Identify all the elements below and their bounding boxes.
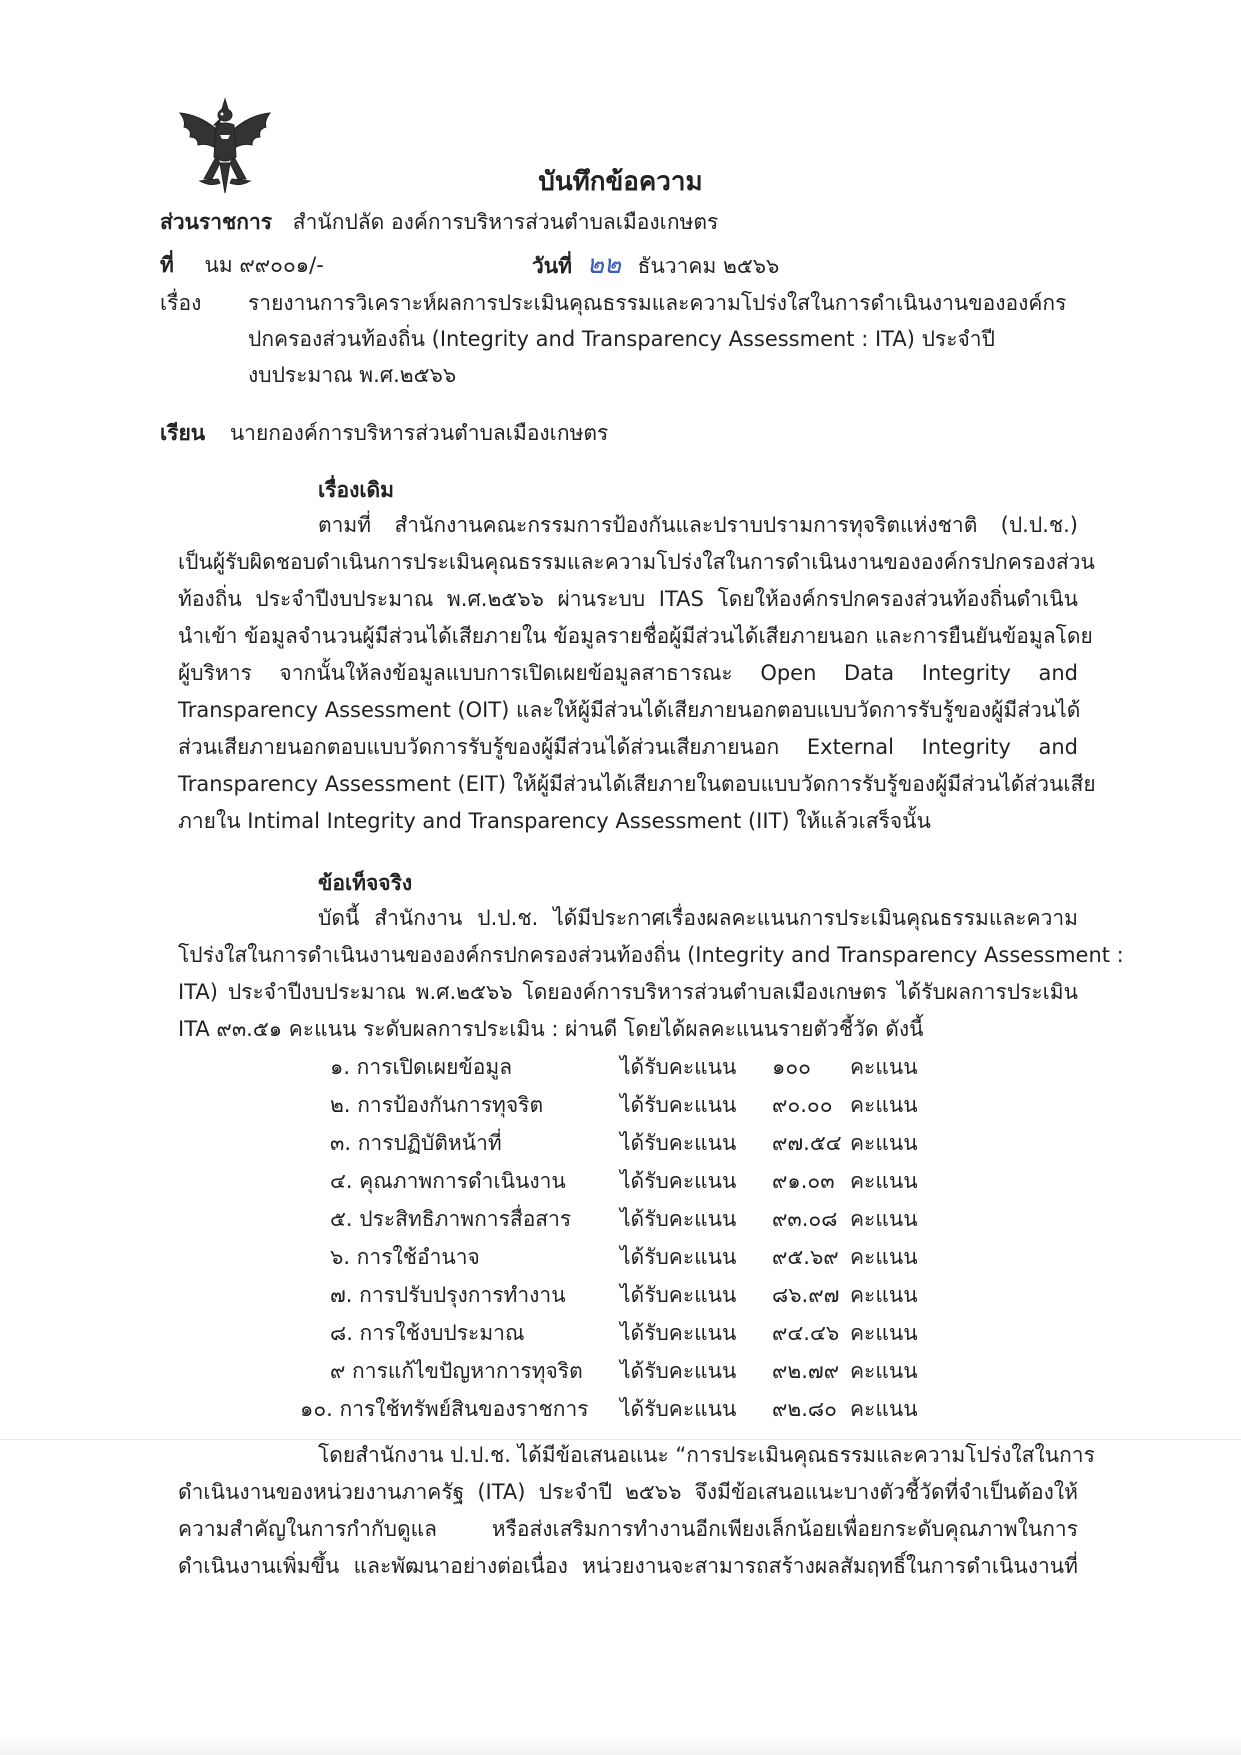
facts-line: โปร่งใสในการดำเนินงานขององค์กรปกครองส่วนท้องถิ่น (Integrity and Transparency Assessment : (178, 943, 1124, 967)
score-received: ได้รับคะแนน (620, 1169, 737, 1193)
score-item: ๗. การปรับปรุงการทำงาน (330, 1283, 566, 1307)
score-value: ๙๒.๗๙ (772, 1359, 840, 1383)
reference-label: ที่ (160, 253, 174, 277)
memo-title: บันทึกข้อความ (538, 167, 703, 197)
score-item: ๒. การป้องกันการทุจริต (330, 1093, 544, 1117)
score-value: ๙๗.๕๔ (772, 1131, 842, 1155)
recipient-row (160, 418, 608, 448)
background-line: ส่วนเสียภายนอกตอบแบบวัดการรับรู้ของผู้มีส่วนได้ส่วนเสียภายนอก External Integrity and (178, 735, 1078, 759)
score-item: ๓. การปฏิบัติหน้าที่ (330, 1131, 502, 1155)
score-received: ได้รับคะแนน (620, 1055, 737, 1079)
score-value: ๙๐.๐๐ (772, 1093, 833, 1117)
score-value: ๙๔.๔๖ (772, 1321, 840, 1345)
score-value: ๙๒.๘๐ (772, 1397, 837, 1421)
score-item: ๘. การใช้งบประมาณ (330, 1321, 525, 1345)
score-item: ๔. คุณภาพการดำเนินงาน (330, 1169, 566, 1193)
agency-row (160, 207, 718, 237)
score-row (0, 1204, 1241, 1234)
score-value: ๙๑.๐๓ (772, 1169, 835, 1193)
score-received: ได้รับคะแนน (620, 1397, 737, 1421)
score-value: ๙๕.๖๙ (772, 1245, 839, 1269)
score-unit: คะแนน (850, 1169, 918, 1193)
background-line: ท้องถิ่น ประจำปีงบประมาณ พ.ศ.๒๕๖๖ ผ่านระบบ ITAS โดยให้องค์กรปกครองส่วนท้องถิ่นดำเนิน (178, 587, 1078, 611)
score-row (0, 1128, 1241, 1158)
background-line: ตามที่ สำนักงานคณะกรรมการป้องกันและปราบปรามการทุจริตแห่งชาติ (ป.ป.ช.) (318, 513, 1078, 537)
score-received: ได้รับคะแนน (620, 1359, 737, 1383)
subject-line: รายงานการวิเคราะห์ผลการประเมินคุณธรรมและความโปร่งใสในการดำเนินงานขององค์กร (248, 291, 1067, 315)
facts-line: ITA ๙๓.๕๑ คะแนน ระดับผลการประเมิน : ผ่านดี โดยได้ผลคะแนนรายตัวชี้วัด ดังนี้ (178, 1017, 924, 1041)
reference-value: นม ๙๙๐๐๑/- (204, 253, 324, 277)
score-unit: คะแนน (850, 1397, 918, 1421)
score-received: ได้รับคะแนน (620, 1093, 737, 1117)
recommend-line: ดำเนินงานของหน่วยงานภาครัฐ (ITA) ประจำปี ๒๕๖๖ จึงมีข้อเสนอแนะบางตัวชี้วัดที่จำเป็นต้องให้ (178, 1480, 1078, 1504)
background-line: ผู้บริหาร จากนั้นให้ลงข้อมูลแบบการเปิดเผยข้อมูลสาธารณะ Open Data Integrity and (178, 661, 1078, 685)
score-unit: คะแนน (850, 1093, 918, 1117)
score-row (0, 1166, 1241, 1196)
score-unit: คะแนน (850, 1321, 918, 1345)
score-item: ๕. ประสิทธิภาพการสื่อสาร (330, 1207, 572, 1231)
score-row (0, 1052, 1241, 1082)
score-unit: คะแนน (850, 1131, 918, 1155)
score-unit: คะแนน (850, 1283, 918, 1307)
score-item: ๙ การแก้ไขปัญหาการทุจริต (330, 1359, 583, 1383)
date-row (532, 250, 779, 281)
score-row (0, 1242, 1241, 1272)
facts-line: ITA) ประจำปีงบประมาณ พ.ศ.๒๕๖๖ โดยองค์การบริหารส่วนตำบลเมืองเกษตร ได้รับผลการประเมิน (178, 980, 1078, 1004)
recipient-value: นายกองค์การบริหารส่วนตำบลเมืองเกษตร (229, 421, 609, 445)
score-item: ๑๐. การใช้ทรัพย์สินของราชการ (300, 1397, 589, 1421)
background-line: Transparency Assessment (EIT) ให้ผู้มีส่วนได้เสียภายในตอบแบบวัดการรับรู้ของผู้มีส่วนได้ส่วนเสีย (178, 772, 1096, 796)
background-line: นำเข้า ข้อมูลจำนวนผู้มีส่วนได้เสียภายใน ข้อมูลรายชื่อผู้มีส่วนได้เสียภายนอก และการยืนยันข้อมูลโดย (178, 624, 1093, 648)
subject-line: ปกครองส่วนท้องถิ่น (Integrity and Transparency Assessment : ITA) ประจำปี (248, 327, 995, 351)
background-line: ภายใน Intimal Integrity and Transparency Assessment (IIT) ให้แล้วเสร็จนั้น (178, 809, 931, 833)
reference-row (160, 250, 324, 280)
score-item: ๑. การเปิดเผยข้อมูล (330, 1055, 513, 1079)
background-line: Transparency Assessment (OIT) และให้ผู้มีส่วนได้เสียภายนอกตอบแบบวัดการรับรู้ของผู้มีส่วนได้ (178, 698, 1081, 722)
background-line: เป็นผู้รับผิดชอบดำเนินการประเมินคุณธรรมและความโปร่งใสในการดำเนินงานขององค์กรปกครองส่วน (178, 550, 1095, 574)
recommend-line: ความสำคัญในการกำกับดูแล หรือส่งเสริมการทำงานอีกเพียงเล็กน้อยเพื่อยกระดับคุณภาพในการ (178, 1517, 1078, 1541)
background-heading: เรื่องเดิม (318, 478, 394, 502)
subject-line: งบประมาณ พ.ศ.๒๕๖๖ (248, 363, 457, 387)
recommend-line: โดยสำนักงาน ป.ป.ช. ได้มีข้อเสนอแนะ “การประเมินคุณธรรมและความโปร่งใสในการ (318, 1443, 1095, 1467)
recommend-line: ดำเนินงานเพิ่มขึ้น และพัฒนาอย่างต่อเนื่อง หน่วยงานจะสามารถสร้างผลสัมฤทธิ์ในการดำเนินงานที่ (178, 1554, 1078, 1578)
score-received: ได้รับคะแนน (620, 1207, 737, 1231)
recipient-label: เรียน (160, 421, 206, 445)
score-value: ๑๐๐ (772, 1055, 811, 1079)
score-row (0, 1356, 1241, 1386)
score-value: ๙๓.๐๘ (772, 1207, 838, 1231)
score-value: ๘๖.๙๗ (772, 1283, 840, 1307)
score-unit: คะแนน (850, 1207, 918, 1231)
scan-bottom-edge (0, 1735, 1241, 1755)
facts-heading: ข้อเท็จจริง (318, 871, 413, 895)
score-row (0, 1280, 1241, 1310)
date-day-handwritten: ๒๒ (586, 250, 621, 280)
score-unit: คะแนน (850, 1245, 918, 1269)
score-received: ได้รับคะแนน (620, 1245, 737, 1269)
score-unit: คะแนน (850, 1359, 918, 1383)
date-label: วันที่ (532, 254, 572, 278)
score-received: ได้รับคะแนน (620, 1321, 737, 1345)
score-row (0, 1394, 1241, 1424)
score-received: ได้รับคะแนน (620, 1283, 737, 1307)
score-received: ได้รับคะแนน (620, 1131, 737, 1155)
date-month-year: ธันวาคม ๒๕๖๖ (637, 254, 780, 278)
agency-value: สำนักปลัด องค์การบริหารส่วนตำบลเมืองเกษตร (292, 210, 719, 234)
subject-label: เรื่อง (160, 291, 202, 315)
score-unit: คะแนน (850, 1055, 918, 1079)
score-item: ๖. การใช้อำนาจ (330, 1245, 480, 1269)
agency-label: ส่วนราชการ (160, 210, 273, 234)
facts-line: บัดนี้ สำนักงาน ป.ป.ช. ได้มีประกาศเรื่องผลคะแนนการประเมินคุณธรรมและความ (318, 906, 1078, 930)
score-row (0, 1318, 1241, 1348)
score-row (0, 1090, 1241, 1120)
